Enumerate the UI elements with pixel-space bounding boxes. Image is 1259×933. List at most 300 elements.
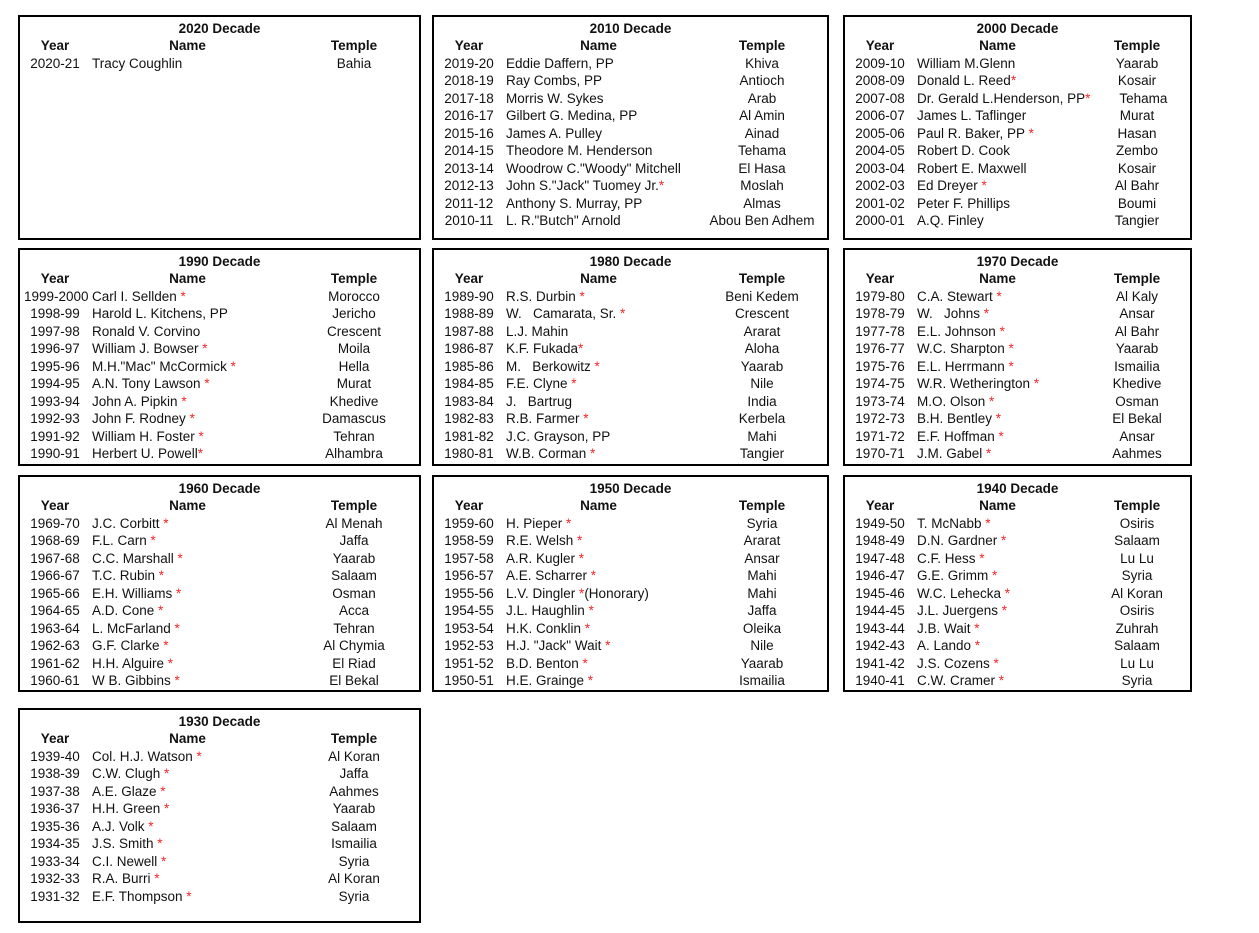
table-row <box>845 637 1190 655</box>
temple-cell: Bahia <box>336 55 372 71</box>
table-row <box>434 107 827 125</box>
name-cell: B.H. Bentley * <box>917 411 1002 426</box>
year-cell: 1955-56 <box>444 585 494 601</box>
year-cell: 1937-38 <box>30 783 80 799</box>
year-cell: 1986-87 <box>444 341 494 356</box>
table-row <box>434 410 827 428</box>
temple-cell: Mahi <box>747 568 777 583</box>
temple-cell: Khiva <box>745 55 779 71</box>
year-cell: 1962-63 <box>30 638 80 653</box>
temple-cell: Tehama <box>737 143 787 158</box>
deceased-asterisk: * <box>148 818 154 834</box>
table-row <box>20 748 419 766</box>
name-cell: C.F. Hess * <box>917 550 985 566</box>
year-cell: 1999-2000 <box>24 288 89 304</box>
name-cell: C.A. Stewart * <box>917 288 1002 304</box>
year-cell: 1956-57 <box>444 568 494 583</box>
temple-cell: Jaffa <box>747 603 777 618</box>
temple-cell: El Bekal <box>1112 411 1162 426</box>
table-row <box>20 818 419 836</box>
year-cell: 1941-42 <box>855 655 905 671</box>
deceased-asterisk: * <box>160 783 166 799</box>
name-cell: Ronald V. Corvino <box>92 323 201 339</box>
temple-cell: Khedive <box>1112 376 1162 391</box>
column-header-year: Year <box>865 38 895 53</box>
column-header-name: Name <box>979 271 1016 286</box>
deceased-asterisk: * <box>658 178 665 193</box>
table-row <box>434 177 827 195</box>
table-row <box>845 142 1190 160</box>
year-cell: 1947-48 <box>855 550 905 566</box>
column-header-temple: Temple <box>738 38 786 53</box>
name-cell: H.H. Alguire * <box>92 655 174 671</box>
name-cell: Anthony S. Murray, PP <box>506 195 643 211</box>
table-row <box>845 288 1190 306</box>
table-row <box>434 602 827 620</box>
temple-cell: Damascus <box>322 411 386 426</box>
temple-cell: Osman <box>332 585 376 601</box>
temple-cell: Osiris <box>1119 515 1155 531</box>
temple-cell: Al Bahr <box>1114 323 1160 339</box>
column-header-year: Year <box>454 498 484 513</box>
column-header-temple: Temple <box>738 271 786 286</box>
table-row <box>845 620 1190 638</box>
temple-cell: Al Bahr <box>1114 178 1160 193</box>
column-header-temple: Temple <box>738 498 786 513</box>
column-headers <box>845 497 1190 515</box>
name-cell: J.L. Haughlin * <box>506 603 594 618</box>
deceased-asterisk: * <box>1010 73 1017 88</box>
year-cell: 1975-76 <box>855 358 905 374</box>
deceased-asterisk: * <box>985 515 991 531</box>
deceased-asterisk: * <box>164 766 170 781</box>
table-row <box>20 637 419 655</box>
year-cell: 1949-50 <box>855 515 905 531</box>
deceased-asterisk: * <box>996 288 1002 304</box>
table-row <box>434 532 827 550</box>
decade-box-1990 <box>18 248 421 466</box>
temple-cell: Salaam <box>1114 638 1160 653</box>
name-cell: T.C. Rubin * <box>92 568 165 583</box>
deceased-asterisk: * <box>1004 585 1011 601</box>
temple-cell: Ismailia <box>739 673 785 688</box>
year-cell: 1967-68 <box>30 550 80 566</box>
box-title: 1940 Decade <box>976 481 1059 496</box>
name-cell: A.D. Cone * <box>92 603 164 618</box>
temple-cell: Crescent <box>326 323 382 339</box>
year-cell: 1981-82 <box>444 428 494 444</box>
deceased-asterisk: * <box>620 306 626 321</box>
name-cell: Morris W. Sykes <box>506 90 604 106</box>
year-cell: 2020-21 <box>30 55 80 71</box>
deceased-asterisk: * <box>983 306 990 321</box>
decade-box-1980 <box>432 248 829 466</box>
name-cell: L.J. Mahin <box>506 323 569 339</box>
name-cell: W.C. Lehecka * <box>917 585 1011 601</box>
deceased-asterisk: * <box>180 288 186 304</box>
year-cell: 2006-07 <box>855 108 905 123</box>
temple-cell: Jaffa <box>339 533 369 548</box>
deceased-asterisk: * <box>177 550 183 566</box>
table-row <box>20 888 419 906</box>
name-cell: W. Camarata, Sr. * <box>506 306 626 321</box>
name-cell: E.L. Johnson * <box>917 323 1005 339</box>
table-row <box>845 72 1190 90</box>
deceased-asterisk: * <box>999 323 1005 339</box>
decade-box-2010 <box>432 15 829 240</box>
table-row <box>845 428 1190 446</box>
name-cell: A.Q. Finley <box>917 213 984 228</box>
column-header-temple: Temple <box>1113 271 1161 286</box>
column-header-temple: Temple <box>1113 38 1161 53</box>
name-cell: William H. Foster * <box>92 428 204 444</box>
year-cell: 2001-02 <box>855 195 905 211</box>
year-cell: 2011-12 <box>444 195 494 211</box>
name-cell: A.E. Glaze * <box>92 783 166 799</box>
year-cell: 1984-85 <box>444 376 494 391</box>
table-row <box>20 585 419 603</box>
deceased-asterisk: * <box>1033 376 1040 391</box>
table-row <box>20 515 419 533</box>
table-row <box>845 602 1190 620</box>
temple-cell: Al Koran <box>328 871 380 886</box>
temple-cell: Kosair <box>1117 73 1157 88</box>
table-row <box>20 800 419 818</box>
name-cell: J.S. Smith * <box>92 836 163 851</box>
temple-cell: Yaarab <box>1115 341 1159 356</box>
temple-cell: El Hasa <box>738 160 786 176</box>
name-cell: C.W. Cramer * <box>917 673 1005 688</box>
year-cell: 1940-41 <box>855 673 905 688</box>
deceased-asterisk: * <box>584 620 591 636</box>
temple-cell: Mahi <box>747 428 777 444</box>
temple-cell: Yaarab <box>740 358 784 374</box>
table-row <box>434 550 827 568</box>
table-row <box>845 515 1190 533</box>
year-cell: 1945-46 <box>855 585 905 601</box>
name-cell: E.F. Thompson * <box>92 888 192 904</box>
deceased-asterisk: * <box>974 620 980 636</box>
name-cell: H. Pieper * <box>506 515 572 531</box>
year-cell: 1944-45 <box>855 603 905 618</box>
table-row <box>845 375 1190 393</box>
deceased-asterisk: * <box>587 673 594 688</box>
year-cell: 2013-14 <box>444 160 494 176</box>
table-row <box>845 305 1190 323</box>
table-row <box>434 125 827 143</box>
year-cell: 1989-90 <box>444 288 494 304</box>
temple-cell: Khedive <box>329 393 379 409</box>
table-row <box>845 323 1190 341</box>
table-row <box>434 637 827 655</box>
name-cell: C.C. Marshall * <box>92 550 183 566</box>
name-cell: Col. H.J. Watson * <box>92 748 202 764</box>
temple-cell: Jericho <box>332 306 376 321</box>
table-row <box>434 195 827 213</box>
column-header-name: Name <box>169 38 206 53</box>
column-header-name: Name <box>979 38 1016 53</box>
name-cell: William M.Glenn <box>917 55 1016 71</box>
column-header-name: Name <box>580 498 617 513</box>
table-row <box>434 375 827 393</box>
column-header-name: Name <box>169 271 206 286</box>
deceased-asterisk: * <box>995 411 1002 426</box>
year-cell: 2004-05 <box>855 143 905 158</box>
table-row <box>434 90 827 108</box>
column-headers <box>20 497 419 515</box>
deceased-asterisk: * <box>204 376 210 391</box>
column-header-year: Year <box>454 38 484 53</box>
table-row <box>20 783 419 801</box>
column-headers <box>434 37 827 55</box>
deceased-asterisk: * <box>186 888 192 904</box>
table-row <box>845 212 1190 230</box>
year-cell: 1933-34 <box>30 853 80 869</box>
deceased-asterisk: * <box>594 358 600 374</box>
name-cell: L. McFarland * <box>92 620 180 636</box>
year-cell: 1954-55 <box>444 603 494 618</box>
table-row <box>845 393 1190 411</box>
table-row <box>434 620 827 638</box>
year-cell: 1987-88 <box>444 323 494 339</box>
name-cell: Ray Combs, PP <box>506 73 603 88</box>
deceased-asterisk: * <box>583 411 589 426</box>
year-cell: 1973-74 <box>855 393 905 409</box>
year-cell: 1968-69 <box>30 533 80 548</box>
table-row <box>845 655 1190 673</box>
deceased-asterisk: * <box>158 603 164 618</box>
name-cell: M.O. Olson * <box>917 393 995 409</box>
deceased-asterisk: * <box>161 853 167 869</box>
table-row <box>845 550 1190 568</box>
temple-cell: Hasan <box>1117 125 1157 141</box>
name-cell: B.D. Benton * <box>506 655 588 671</box>
table-row <box>20 672 419 690</box>
temple-cell: Zembo <box>1115 143 1159 158</box>
box-title: 2000 Decade <box>976 21 1059 36</box>
name-cell: E.H. Williams * <box>92 585 182 601</box>
column-header-temple: Temple <box>330 38 378 53</box>
deceased-asterisk: * <box>590 446 596 461</box>
table-row <box>20 375 419 393</box>
table-row <box>845 90 1190 108</box>
name-cell: Peter F. Phillips <box>917 195 1011 211</box>
decade-box-2000 <box>843 15 1192 240</box>
box-title: 1960 Decade <box>178 481 261 496</box>
column-header-name: Name <box>580 271 617 286</box>
temple-cell: Crescent <box>734 306 790 321</box>
year-cell: 1994-95 <box>30 376 80 391</box>
table-row <box>845 125 1190 143</box>
box-title: 1980 Decade <box>589 254 672 269</box>
deceased-asterisk: * <box>189 411 195 426</box>
table-row <box>434 672 827 690</box>
temple-cell: Kerbela <box>738 411 786 426</box>
name-cell: C.I. Newell * <box>92 853 167 869</box>
table-row <box>434 55 827 73</box>
column-headers <box>20 270 419 288</box>
table-row <box>434 358 827 376</box>
temple-cell: Tehama <box>1119 90 1168 106</box>
name-cell: G.E. Grimm * <box>917 568 998 583</box>
table-row <box>20 410 419 428</box>
temple-cell: Alhambra <box>325 446 383 461</box>
year-cell: 2009-10 <box>855 55 905 71</box>
table-row <box>845 445 1190 463</box>
table-row <box>20 445 419 463</box>
year-cell: 2014-15 <box>444 143 494 158</box>
temple-cell: Yaarab <box>332 550 376 566</box>
table-row <box>434 585 827 603</box>
temple-cell: Lu Lu <box>1120 655 1154 671</box>
name-cell: R.B. Farmer * <box>506 411 589 426</box>
deceased-asterisk: * <box>150 533 156 548</box>
deceased-asterisk: * <box>1001 603 1008 618</box>
year-cell: 1952-53 <box>444 638 494 653</box>
table-row <box>20 853 419 871</box>
deceased-asterisk: * <box>578 341 584 356</box>
column-headers <box>434 497 827 515</box>
name-cell: A.E. Scharrer * <box>506 568 597 583</box>
table-row <box>20 655 419 673</box>
year-cell: 1971-72 <box>855 428 905 444</box>
name-cell: R.E. Welsh * <box>506 533 583 548</box>
temple-cell: Moila <box>337 341 371 356</box>
deceased-asterisk: * <box>577 533 583 548</box>
temple-cell: Oleika <box>742 620 782 636</box>
deceased-asterisk: * <box>176 585 182 601</box>
year-cell: 1980-81 <box>444 446 494 461</box>
year-cell: 1934-35 <box>30 836 80 851</box>
temple-cell: Ismailia <box>331 836 377 851</box>
table-row <box>434 393 827 411</box>
decade-box-1950 <box>432 475 829 692</box>
temple-cell: India <box>747 393 777 409</box>
table-row <box>20 358 419 376</box>
name-cell: G.F. Clarke * <box>92 638 169 653</box>
year-cell: 1985-86 <box>444 358 494 374</box>
temple-cell: Tehran <box>333 620 375 636</box>
deceased-asterisk: * <box>588 603 594 618</box>
column-header-year: Year <box>454 271 484 286</box>
temple-cell: Ansar <box>1119 428 1155 444</box>
temple-cell: Syria <box>338 888 370 904</box>
temple-cell: Al Amin <box>739 108 785 123</box>
temple-cell: Zuhrah <box>1115 620 1159 636</box>
name-cell: Herbert U. Powell* <box>92 446 204 461</box>
temple-cell: Tangier <box>739 446 785 461</box>
year-cell: 1964-65 <box>30 603 80 618</box>
deceased-asterisk: * <box>582 655 588 671</box>
name-cell: J.L. Juergens * <box>917 603 1008 618</box>
year-cell: 1939-40 <box>30 748 80 764</box>
temple-cell: Al Kaly <box>1115 288 1159 304</box>
deceased-asterisk: * <box>1008 358 1014 374</box>
temple-cell: Syria <box>1121 673 1153 688</box>
year-cell: 2008-09 <box>855 73 905 88</box>
deceased-asterisk: * <box>998 428 1004 444</box>
table-row <box>434 288 827 306</box>
deceased-asterisk: * <box>163 515 169 531</box>
deceased-asterisk: * <box>989 393 995 409</box>
name-cell: William J. Bowser * <box>92 341 208 356</box>
name-cell: Carl I. Sellden * <box>92 288 186 304</box>
temple-cell: Syria <box>338 853 370 869</box>
column-header-name: Name <box>580 38 617 53</box>
year-cell: 1953-54 <box>444 620 494 636</box>
name-cell: W.B. Corman * <box>506 446 596 461</box>
year-cell: 2002-03 <box>855 178 905 193</box>
year-cell: 1966-67 <box>30 568 80 583</box>
name-cell: J.M. Gabel * <box>917 446 992 461</box>
table-row <box>20 602 419 620</box>
temple-cell: Kosair <box>1117 160 1157 176</box>
temple-cell: Nile <box>750 376 774 391</box>
temple-cell: Ismailia <box>1114 358 1160 374</box>
temple-cell: Lu Lu <box>1120 550 1154 566</box>
table-row <box>845 672 1190 690</box>
column-header-year: Year <box>40 271 70 286</box>
table-row <box>434 655 827 673</box>
name-cell: Dr. Gerald L.Henderson, PP* <box>917 90 1091 106</box>
table-row <box>20 567 419 585</box>
temple-cell: Salaam <box>331 818 377 834</box>
temple-cell: Tehran <box>333 428 375 444</box>
table-row <box>845 107 1190 125</box>
table-row <box>20 55 419 73</box>
box-title: 1990 Decade <box>178 254 261 269</box>
year-cell: 2016-17 <box>444 108 494 123</box>
name-cell: W. Johns * <box>917 306 990 321</box>
table-row <box>434 340 827 358</box>
table-row <box>845 358 1190 376</box>
year-cell: 1991-92 <box>30 428 80 444</box>
table-row <box>845 567 1190 585</box>
column-header-year: Year <box>865 271 895 286</box>
table-row <box>434 428 827 446</box>
temple-cell: Salaam <box>331 568 377 583</box>
temple-cell: Al Menah <box>325 515 383 531</box>
name-cell: John A. Pipkin * <box>92 393 187 409</box>
year-cell: 1993-94 <box>30 393 80 409</box>
temple-cell: Syria <box>1121 568 1153 583</box>
year-cell: 1969-70 <box>30 515 80 531</box>
temple-cell: Ansar <box>744 550 780 566</box>
name-cell: Donald L. Reed* <box>917 73 1017 88</box>
year-cell: 1976-77 <box>855 341 905 356</box>
deceased-asterisk: * <box>986 446 992 461</box>
name-cell: R.S. Durbin * <box>506 288 585 304</box>
year-cell: 1963-64 <box>30 620 80 636</box>
name-cell: E.L. Herrmann * <box>917 358 1014 374</box>
name-cell: W.R. Wetherington * <box>917 376 1040 391</box>
deceased-asterisk: * <box>157 836 163 851</box>
temple-cell: Moslah <box>740 178 784 193</box>
temple-cell: Syria <box>746 515 778 531</box>
year-cell: 2018-19 <box>444 73 494 88</box>
table-row <box>434 445 827 463</box>
name-cell: R.A. Burri * <box>92 871 160 886</box>
year-cell: 1932-33 <box>30 871 80 886</box>
year-cell: 1960-61 <box>30 673 80 688</box>
column-header-name: Name <box>979 498 1016 513</box>
name-cell: A. Lando * <box>917 638 981 653</box>
box-title: 1950 Decade <box>589 481 672 496</box>
year-cell: 1935-36 <box>30 818 80 834</box>
name-cell: Paul R. Baker, PP * <box>917 125 1034 141</box>
name-cell: H.J. "Jack" Wait * <box>506 638 611 653</box>
temple-cell: Abou Ben Adhem <box>709 213 815 228</box>
